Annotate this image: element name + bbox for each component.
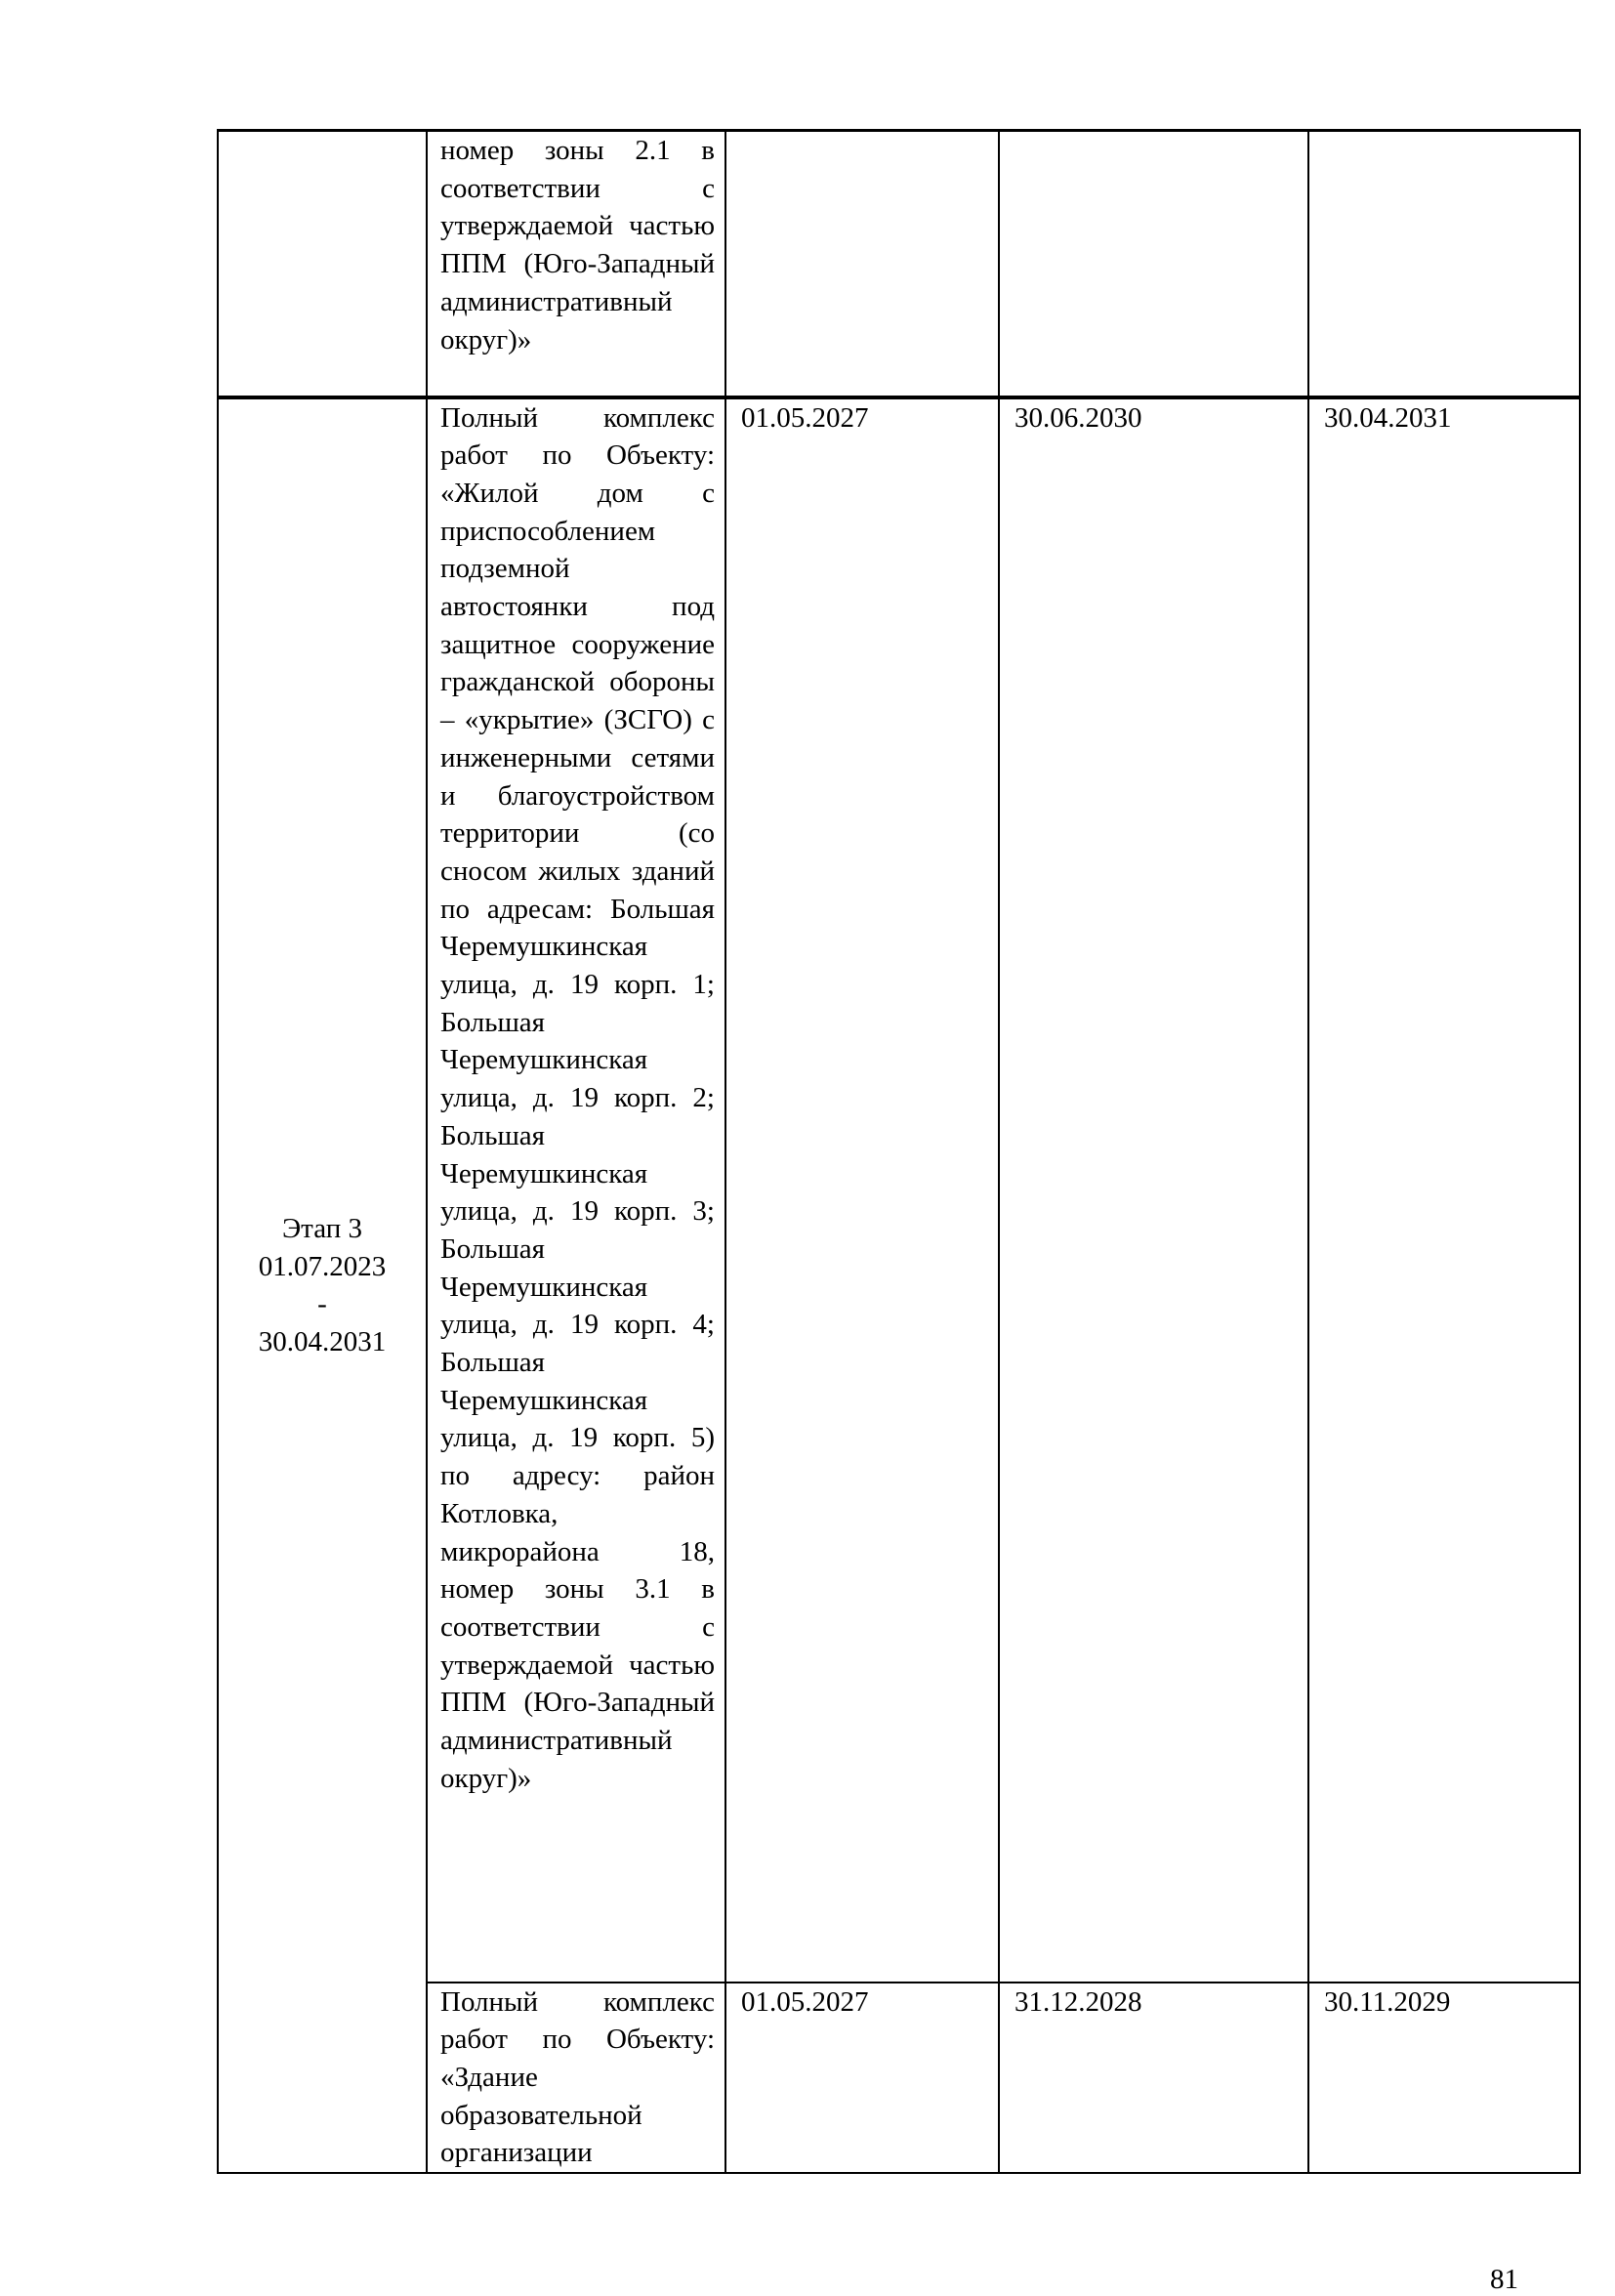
work-description: Полный комплекс работ по Объекту: «Жилой дом с приспособлением подземной автостоянки под защитное сооружение гражданской обороны – «укрытие» (ЗСГО) с инженерными сетями и благоустройством территории (со сносом жилых зданий по адресам: Большая Черемушкинская улица, д. 19 корп. 1; Большая Черемушкинская улица, д. 19 корп. 2; Большая Черемушкинская улица, д. 19 корп. 3; Большая Черемушкинская улица, д. 19 корп. 4; Большая Черемушкинская улица, д. 19 корп. 5) по адресу: район Котловка, микрорайона 18, номер зоны 3.1 в соответствии с утверждаемой частью ППМ (Юго-Западный административный округ)» xyxy=(427,397,725,1983)
stage-date-from: 01.07.2023 xyxy=(258,1250,387,1282)
end-date xyxy=(999,131,1308,397)
table-row xyxy=(218,131,1580,397)
work-description: Полный комплекс работ по Объекту: «Здание образовательной организации xyxy=(427,1983,725,2174)
page-number: 81 xyxy=(1490,2264,1518,2295)
start-date: 01.05.2027 xyxy=(725,1983,999,2174)
work-description: номер зоны 2.1 в соответствии с утверждаемой частью ППМ (Юго-Западный административный округ)» xyxy=(427,131,725,397)
end-date: 30.06.2030 xyxy=(999,397,1308,1983)
table-row xyxy=(218,397,1580,1983)
commission-date: 30.04.2031 xyxy=(1308,397,1580,1983)
start-date: 01.05.2027 xyxy=(725,397,999,1983)
stage-date-separator: - xyxy=(317,1288,327,1320)
schedule-table xyxy=(217,129,1581,2174)
end-date: 31.12.2028 xyxy=(999,1983,1308,2174)
stage-date-to: 30.04.2031 xyxy=(258,1325,387,1357)
stage-cell xyxy=(218,397,427,2174)
commission-date: 30.11.2029 xyxy=(1308,1983,1580,2174)
stage-cell-empty xyxy=(218,131,427,397)
commission-date xyxy=(1308,131,1580,397)
start-date xyxy=(725,131,999,397)
stage-title: Этап 3 xyxy=(282,1212,362,1244)
